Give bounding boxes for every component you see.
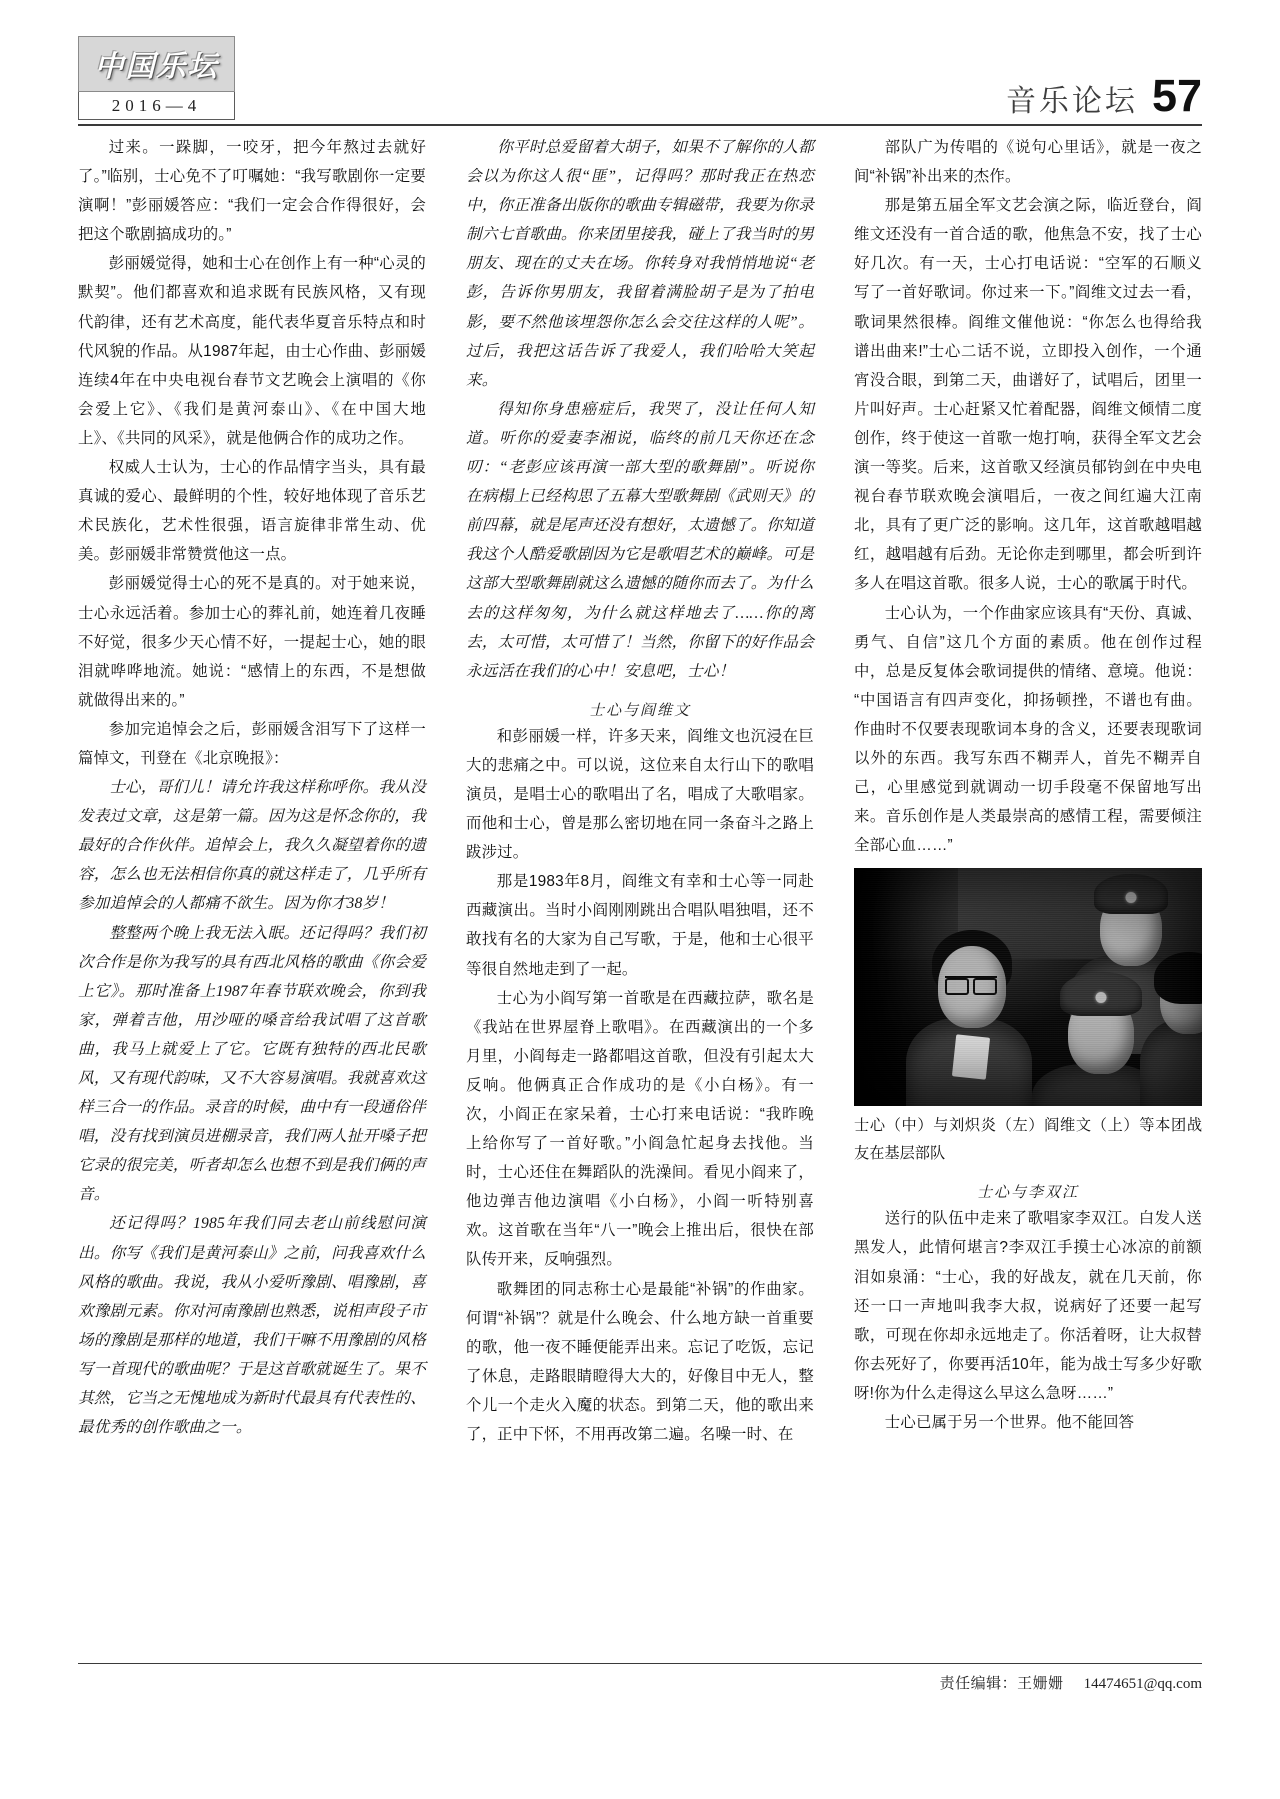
paragraph: 歌舞团的同志称士心是最能“补锅”的作曲家。何谓“补锅”？就是什么晚会、什么地方缺一首重要的歌，他一夜不睡便能弄出来。忘记了吃饭，忘记了休息，走路眼睛瞪得大大的，好像目中无人，整个儿一个走火入魔的状态。到第二天，他的歌出来了，正中下怀，不用再改第二遍。名噪一时、在 — [466, 1280, 814, 1444]
paragraph: 彭丽媛觉得，她和士心在创作上有一种“心灵的默契”。他们都喜欢和追求既有民族风格，又有现代韵律，还有艺术高度，能代表华夏音乐特点和时代风貌的作品。从1987年起，由士心作曲、彭丽媛连续4年在中央电视台春节文艺晚会上演唱的《你会爱上它》、《我们是黄河泰山》、《在中国大地上》、《共同的风采》，就是他俩合作的成功之作。 — [78, 255, 426, 447]
letter-paragraph: 士心，哥们儿！请允许我这样称呼你。我从没发表过文章，这是第一篇。因为这是怀念你的，我最好的合作伙伴。追悼会上，我久久凝望着你的遗容，怎么也无法相信你真的就这样走了，几乎所有参加追悼会的人都痛不欲生。因为你才38岁！ — [78, 779, 426, 913]
header-right — [1005, 70, 1202, 121]
paragraph: 过来。一跺脚，一咬牙，把今年熬过去就好了。”临别，士心免不了叮嘱她：“我写歌剧你一定要演啊！”彭丽媛答应：“我们一定会合作得很好，会把这个歌剧搞成功的。” — [78, 139, 426, 244]
issue-box — [78, 92, 235, 120]
paragraph: 部队广为传唱的《说句心里话》，就是一夜之间“补锅”补出来的杰作。 — [854, 139, 1202, 186]
article-columns — [78, 133, 1202, 1655]
paragraph: 权威人士认为，士心的作品情字当头，具有最真诚的爱心、最鲜明的个性，较好地体现了音乐艺术民族化，艺术性很强，语言旋律非常生动、优美。彭丽媛非常赞赏他这一点。 — [78, 459, 426, 564]
paragraph: 士心已属于另一个世界。他不能回答 — [884, 1414, 1135, 1431]
footer-divider — [78, 1663, 1202, 1664]
column-1 — [78, 133, 426, 1655]
subsection-heading-lishuangjiang: 士心与李双江 — [976, 1185, 1079, 1202]
footer — [940, 1672, 1202, 1693]
letter-paragraph: 得知你身患癌症后，我哭了，没让任何人知道。听你的爱妻李湘说，临终的前几天你还在念叨：“老彭应该再演一部大型的歌舞剧”。听说你在病榻上已经构思了五幕大型歌舞剧《武则天》的前四幕，就是尾声还没有想好，太遗憾了。你知道我这个人酷爱歌剧因为它是歌唱艺术的巅峰。可是这部大型歌舞剧就这么遗憾的随你而去了。为什么去的这样匆匆，为什么就这样地去了……你的离去，太可惜，太可惜了！当然，你留下的好作品会永远活在我们的心中！安息吧，士心！ — [466, 400, 814, 680]
section-title: 音乐论坛 — [1005, 85, 1138, 118]
column-2 — [466, 133, 814, 1655]
paragraph: 士心为小阎写第一首歌是在西藏拉萨，歌名是《我站在世界屋脊上歌唱》。在西藏演出的一个多月里，小阎每走一路都唱这首歌，但没有引起太大反响。他俩真正合作成功的是《小白杨》。有一次，小阎正在家呆着，士心打来电话说：“我昨晚上给你写了一首好歌。”小阎急忙起身去找他。当时，士心还住在舞蹈队的洗澡间。看见小阎来了，他边弹吉他边演唱《小白杨》，小阎一听特别喜欢。这首歌在当年“八一”晚会上推出后，很快在部队传开来，反响强烈。 — [466, 989, 814, 1269]
paragraph: 那是1983年8月，阎维文有幸和士心等一同赴西藏演出。当时小阎刚刚跳出合唱队唱独唱，还不敢找有名的大家为自己写歌，于是，他和士心很平等很自然地走到了一起。 — [466, 873, 814, 978]
photo-figure — [854, 868, 1202, 1168]
letter-paragraph: 还记得吗？1985年我们同去老山前线慰问演出。你写《我们是黄河泰山》之前，问我喜欢什么风格的歌曲。我说，我从小爱听豫剧、唱豫剧，喜欢豫剧元素。你对河南豫剧也熟悉，说相声段子市场的豫剧是那样的地道，我们干嘛不用豫剧的风格写一首现代的歌曲呢？于是这首歌就诞生了。果不其然，它当之无愧地成为新时代最具有代表性的、最优秀的创作歌曲之一。 — [78, 1215, 426, 1437]
photo-caption: 士心（中）与刘炽炎（左）阎维文（上）等本团战友在基层部队 — [854, 1117, 1202, 1163]
paragraph: 彭丽媛觉得士心的死不是真的。对于她来说，士心永远活着。参加士心的葬礼前，她连着几夜睡不好觉，很多少天心情不好，一提起士心，她的眼泪就哗哗地流。她说：“感情上的东西，不是想做就做得出来的。” — [78, 575, 426, 709]
masthead — [78, 36, 1202, 122]
journal-name-box — [78, 36, 235, 92]
paragraph: 参加完追悼会之后，彭丽媛含泪写下了这样一篇悼文，刊登在《北京晚报》： — [78, 720, 426, 767]
page-number: 57 — [1151, 70, 1202, 121]
letter-paragraph: 整整两个晚上我无法入眠。还记得吗？我们初次合作是你为我写的具有西北风格的歌曲《你会爱上它》。那时准备上1987年春节联欢晚会，你到我家，弹着吉他，用沙哑的嗓音给我试唱了这首歌曲，我马上就爱上了它。它既有独特的西北民歌风，又有现代韵味，又不大容易演唱。我就喜欢这样三合一的作品。录音的时候，曲中有一段通俗伴唱，没有找到演员进棚录音，我们两人扯开嗓子把它录的很完美，听者却怎么也想不到是我们俩的声音。 — [78, 924, 426, 1204]
editor-email: 14474651@qq.com — [1083, 1676, 1202, 1692]
journal-name: 中国乐坛 — [94, 50, 219, 83]
paragraph: 送行的队伍中走来了歌唱家李双江。白发人送黑发人，此情何堪言?李双江手摸士心冰凉的前额泪如泉涌：“士心，我的好战友，就在几天前，你还一口一声地叫我李大叔，说病好了还要一起写歌，可现在你却永远地走了。你活着呀，让大叔替你去死好了，你要再活10年，能为战士写多少好歌呀!你为什么走得这么早这么急呀……” — [854, 1210, 1202, 1402]
paragraph: 那是第五届全军文艺会演之际，临近登台，阎维文还没有一首合适的歌，他焦急不安，找了士心好几次。有一天，士心打电话说：“空军的石顺义写了一首好歌词。你过来一下。”阎维文过去一看，歌词果然很棒。阎维文催他说：“你怎么也得给我谱出曲来!”士心二话不说，立即投入创作，一个通宵没合眼，到第二天，曲谱好了，试唱后，团里一片叫好声。士心赶紧又忙着配器，阎维文倾情二度创作，终于使这一首歌一炮打响，获得全军文艺会演一等奖。后来，这首歌又经演员郁钧剑在中央电视台春节联欢晚会演唱后，一夜之间红遍大江南北，具有了更广泛的影响。这几年，这首歌越唱越红，越唱越有后劲。无论你走到哪里，都会听到许多人在唱这首歌。很多人说，士心的歌属于时代。 — [854, 197, 1202, 593]
issue-number: 2016—4 — [111, 95, 202, 115]
paragraph: 士心认为，一个作曲家应该具有“天份、真诚、勇气、自信”这几个方面的素质。他在创作过程中，总是反复体会歌词提供的情绪、意境。他说：“中国语言有四声变化，抑扬顿挫，不谱也有曲。作曲时不仅要表现歌词本身的含义，还要表现歌词以外的东西。我写东西不糊弄人，首先不糊弄自己，心里感觉到就调动一切手段毫不保留地写出来。音乐创作是人类最崇高的感情工程，需要倾注全部心血……” — [854, 604, 1202, 855]
paragraph: 和彭丽媛一样，许多天来，阎维文也沉浸在巨大的悲痛之中。可以说，这位来自太行山下的歌唱演员，是唱士心的歌唱出了名，唱成了大歌唱家。而他和士心，曾是那么密切地在同一条奋斗之路上跋涉过。 — [466, 727, 814, 862]
journal-logo — [78, 36, 235, 120]
group-photo — [854, 868, 1202, 1106]
subsection-heading-yanweiwen: 士心与阎维文 — [588, 702, 691, 719]
column-3 — [854, 133, 1202, 1655]
responsible-editor: 责任编辑：王姗姗 — [939, 1676, 1064, 1692]
header-divider — [78, 124, 1202, 126]
letter-paragraph: 你平时总爱留着大胡子，如果不了解你的人都会以为你这人很“匪”，记得吗？那时我正在热恋中，你正准备出版你的歌曲专辑磁带，我要为你录制六七首歌曲。你来团里接我，碰上了我当时的男朋友、现在的丈夫在场。你转身对我悄悄地说“老彭，告诉你男朋友，我留着满脸胡子是为了拍电影，要不然他该埋怨你怎么会交往这样的人呢”。过后，我把这话告诉了我爱人，我们哈哈大笑起来。 — [466, 139, 814, 389]
